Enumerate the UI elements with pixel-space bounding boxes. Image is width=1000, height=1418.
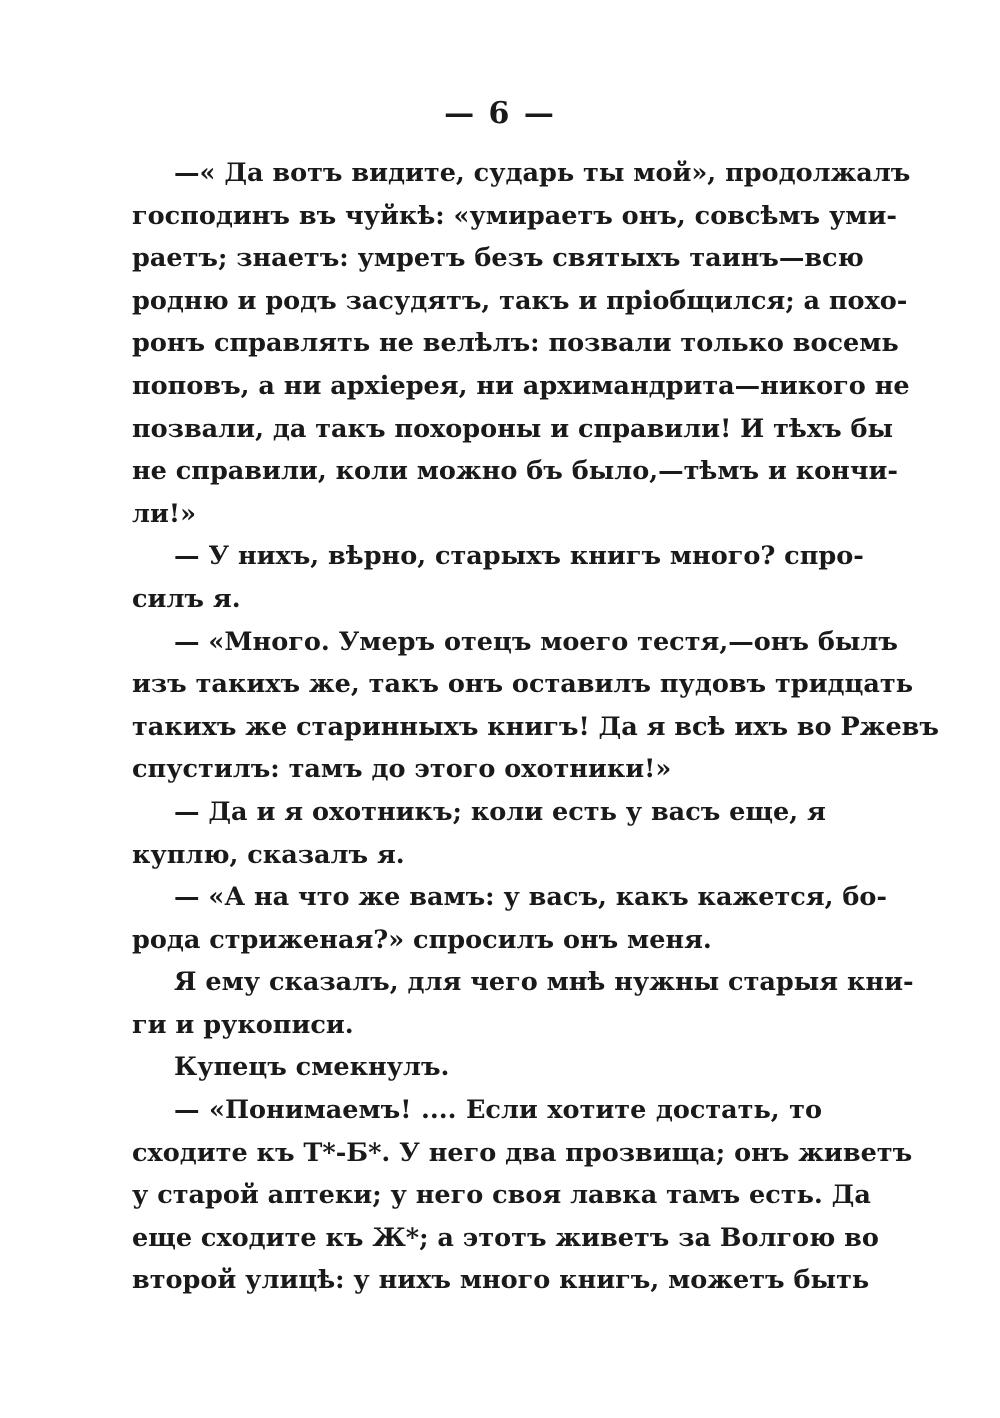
- text-line: силъ я.: [132, 583, 241, 614]
- text-line: Я ему сказалъ, для чего мнѣ нужны старыя кни-: [174, 967, 914, 998]
- body-text: [132, 152, 939, 1302]
- text-line: позвали, да такъ похороны и справили! И тѣхъ бы: [132, 413, 894, 444]
- text-line: господинъ въ чуйкѣ: «умираетъ онъ, совсѣмъ уми-: [132, 200, 897, 231]
- text-line: еще сходите къ Ж*; а этотъ живетъ за Волгою во: [132, 1222, 879, 1253]
- text-line: раетъ; знаетъ: умретъ безъ святыхъ таинъ—всю: [132, 243, 864, 274]
- text-line: Купецъ смекнулъ.: [174, 1052, 450, 1083]
- text-line: — Да и я охотникъ; коли есть у васъ еще, я: [174, 796, 826, 827]
- text-line: ги и рукописи.: [132, 1009, 354, 1040]
- text-line: — «Понимаемъ! .... Если хотите достать, то: [174, 1095, 822, 1126]
- text-line: изъ такихъ же, такъ онъ оставилъ пудовъ тридцать: [132, 669, 913, 700]
- text-line: родню и родъ засудятъ, такъ и пріобщился; а похо-: [132, 285, 908, 316]
- text-line: спустилъ: тамъ до этого охотники!»: [132, 754, 672, 785]
- text-line: — У нихъ, вѣрно, старыхъ книгъ много? спро-: [174, 541, 864, 572]
- text-line: не справили, коли можно бъ было,—тѣмъ и кончи-: [132, 456, 898, 487]
- text-line: сходите къ Т*-Б*. У него два прозвища; онъ живетъ: [132, 1137, 913, 1168]
- text-line: — «А на что же вамъ: у васъ, какъ кажется, бо-: [174, 882, 887, 913]
- text-line: куплю, сказалъ я.: [132, 839, 405, 870]
- text-line: второй улицѣ: у нихъ много книгъ, можетъ быть: [132, 1265, 870, 1296]
- text-line: поповъ, а ни архіерея, ни архимандрита—никого не: [132, 370, 910, 401]
- text-line: у старой аптеки; у него своя лавка тамъ есть. Да: [132, 1180, 871, 1211]
- text-line: —« Да вотъ видите, сударь ты мой», продолжалъ: [174, 158, 911, 188]
- text-line: рода стриженая?» спросилъ онъ меня.: [132, 924, 712, 955]
- text-line: такихъ же старинныхъ книгъ! Да я всѣ ихъ во Ржевъ: [132, 711, 939, 742]
- page-number: — 6 —: [444, 96, 556, 131]
- text-line: — «Много. Умеръ отецъ моего тестя,—онъ былъ: [174, 626, 898, 657]
- text-line: ли!»: [132, 498, 197, 529]
- text-line: ронъ справлять не велѣлъ: позвали только восемь: [132, 328, 899, 359]
